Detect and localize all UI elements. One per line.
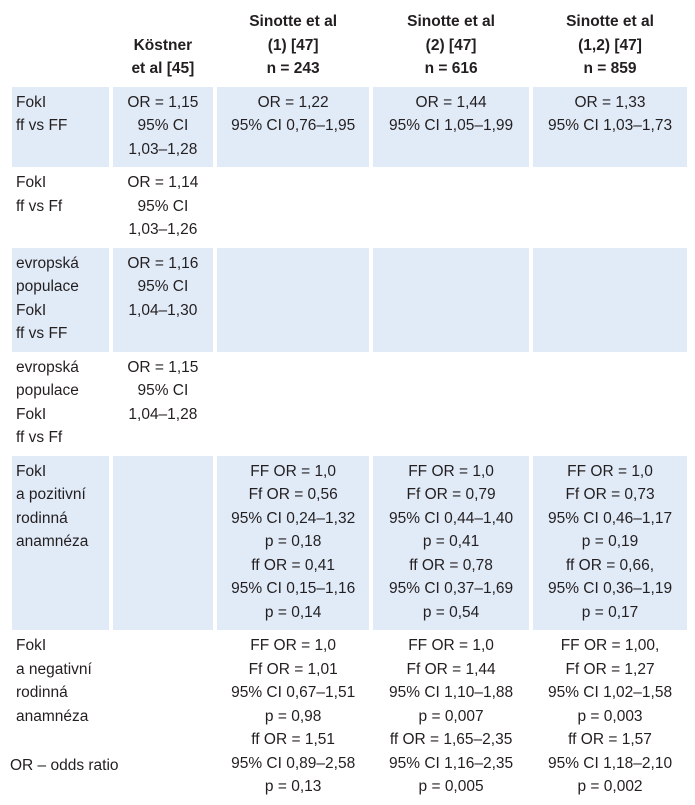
table-row — [12, 456, 687, 631]
value-cell — [533, 630, 687, 805]
value-line: p = 0,005 — [418, 778, 484, 795]
value-line: p = 0,18 — [264, 533, 322, 550]
value-line: 95% CI 1,16–2,35 — [389, 754, 514, 772]
value-cell — [373, 248, 529, 352]
value-cell — [373, 630, 529, 805]
value-line: 95% CI 0,44–1,40 — [389, 509, 514, 527]
row-label-line: FokI — [16, 174, 47, 191]
header-line: Sinotte et al — [249, 13, 338, 30]
header-line: (1) [47] — [267, 36, 319, 54]
value-line: 95% CI — [137, 117, 189, 134]
value-line: OR = 1,15 — [127, 358, 199, 376]
value-line: 95% CI — [137, 382, 189, 399]
row-label-line: ff vs Ff — [16, 429, 63, 446]
value-line: 95% CI 0,89–2,58 — [231, 754, 356, 772]
table-row — [12, 167, 687, 248]
value-line: FF OR = 1,00, — [560, 637, 660, 654]
value-cell — [113, 456, 214, 631]
table-row — [12, 352, 687, 456]
row-label-line: evropská — [16, 358, 79, 376]
header-line: et al [45] — [131, 60, 195, 77]
value-line: 95% CI 0,24–1,32 — [231, 509, 356, 527]
value-line: 1,03–1,28 — [128, 140, 198, 158]
value-cell — [533, 87, 687, 168]
value-line: FF OR = 1,0 — [250, 462, 336, 480]
row-label-line: evropská — [16, 254, 79, 272]
value-line: 95% CI 1,18–2,10 — [547, 754, 673, 772]
value-cell — [533, 352, 687, 456]
value-line: 95% CI 0,76–1,95 — [231, 117, 356, 134]
value-line: p = 0,19 — [581, 533, 639, 550]
value-line: 95% CI 0,67–1,51 — [231, 684, 356, 701]
value-line: p = 0,98 — [264, 707, 322, 725]
value-line: ff OR = 0,66, — [566, 556, 655, 574]
row-label-line: a negativní — [16, 660, 92, 678]
value-line: p = 0,007 — [418, 707, 484, 725]
header-line: Sinotte et al — [566, 13, 654, 30]
value-line: 95% CI — [137, 197, 189, 215]
table-row — [12, 248, 687, 352]
value-cell — [373, 87, 529, 168]
value-cell — [113, 352, 214, 456]
value-cell — [217, 630, 369, 805]
value-line: Ff OR = 0,79 — [406, 486, 496, 503]
row-label-line: rodinná — [16, 684, 68, 701]
value-line: ff OR = 1,51 — [251, 731, 336, 748]
value-cell — [113, 167, 214, 248]
header-cell — [113, 8, 214, 87]
value-line: 95% CI 0,15–1,16 — [231, 580, 356, 597]
value-line: 95% CI 1,02–1,58 — [547, 684, 673, 701]
value-line: OR = 1,15 — [127, 93, 199, 111]
value-line: 95% CI 1,03–1,73 — [547, 117, 673, 134]
value-cell — [373, 167, 529, 248]
row-label-line: FokI — [16, 93, 47, 111]
table-row — [12, 87, 687, 168]
value-line: 95% CI 1,10–1,88 — [389, 684, 514, 701]
row-label-line: anamnéza — [16, 707, 89, 725]
value-line: 1,03–1,26 — [128, 221, 198, 238]
value-line: 1,04–1,30 — [128, 301, 198, 319]
value-line: p = 0,41 — [422, 533, 480, 550]
value-line: FF OR = 1,0 — [408, 637, 494, 654]
value-cell — [217, 248, 369, 352]
value-line: FF OR = 1,0 — [567, 462, 653, 480]
value-cell — [373, 352, 529, 456]
value-line: 95% CI 1,05–1,99 — [389, 117, 514, 134]
row-label-line: rodinná — [16, 509, 68, 527]
value-line: 95% CI 0,36–1,19 — [547, 580, 673, 597]
value-line: Ff OR = 1,01 — [248, 660, 338, 678]
value-line: p = 0,003 — [577, 707, 643, 725]
header-line: n = 243 — [266, 60, 320, 77]
value-cell — [373, 456, 529, 631]
row-label-cell — [12, 248, 109, 352]
value-line: ff OR = 0,78 — [409, 556, 493, 574]
header-line: Köstner — [133, 36, 193, 54]
value-line: OR = 1,14 — [127, 174, 199, 191]
header-cell — [12, 8, 109, 87]
row-label-cell — [12, 167, 109, 248]
table-row — [12, 630, 687, 805]
value-line: Ff OR = 1,44 — [406, 660, 496, 678]
row-label-line: ff vs Ff — [16, 197, 63, 215]
header-cell — [373, 8, 529, 87]
row-label-line: FokI — [16, 637, 47, 654]
header-line: n = 859 — [583, 60, 637, 77]
results-table — [8, 8, 691, 805]
value-line: p = 0,54 — [422, 603, 480, 621]
header-line: n = 616 — [424, 60, 478, 77]
value-line: OR = 1,22 — [257, 93, 329, 111]
value-cell — [217, 352, 369, 456]
row-label-line: ff vs FF — [16, 325, 68, 342]
row-label-line: anamnéza — [16, 533, 89, 550]
value-line: Ff OR = 0,73 — [565, 486, 655, 503]
footnote: OR – odds ratio — [10, 757, 119, 774]
row-label-line: FokI — [16, 301, 47, 319]
header-line: (1,2) [47] — [578, 36, 642, 54]
row-label-line: ff vs FF — [16, 117, 68, 134]
value-line: p = 0,17 — [581, 603, 639, 621]
row-label-line: populace — [16, 382, 79, 399]
row-label-line: FokI — [16, 462, 47, 480]
value-line: p = 0,14 — [264, 603, 322, 621]
value-line: OR = 1,16 — [127, 254, 199, 272]
header-cell — [217, 8, 369, 87]
value-cell — [533, 167, 687, 248]
value-line: 1,04–1,28 — [128, 405, 198, 423]
header-line: Sinotte et al — [407, 13, 495, 30]
row-label-line: populace — [16, 278, 79, 295]
value-line: 95% CI — [137, 278, 189, 295]
value-line: FF OR = 1,0 — [250, 637, 336, 654]
value-line: FF OR = 1,0 — [408, 462, 494, 480]
value-cell — [113, 248, 214, 352]
row-label-cell — [12, 87, 109, 168]
value-line: ff OR = 0,41 — [251, 556, 336, 574]
value-line: ff OR = 1,65–2,35 — [389, 731, 513, 748]
header-line: (2) [47] — [425, 36, 477, 54]
value-line: Ff OR = 0,56 — [248, 486, 338, 503]
row-label-cell — [12, 352, 109, 456]
value-line: p = 0,13 — [264, 778, 322, 795]
header-cell — [533, 8, 687, 87]
value-cell — [217, 456, 369, 631]
row-label-cell — [12, 630, 109, 805]
row-label-cell — [12, 456, 109, 631]
value-cell — [533, 456, 687, 631]
value-line: OR = 1,33 — [574, 93, 646, 111]
row-label-line: a pozitivní — [16, 486, 86, 503]
value-cell — [217, 87, 369, 168]
value-line: OR = 1,44 — [415, 93, 487, 111]
value-cell — [217, 167, 369, 248]
row-label-line: FokI — [16, 405, 47, 423]
value-cell — [113, 87, 214, 168]
header-row — [12, 8, 687, 87]
value-cell — [113, 630, 214, 805]
value-line: ff OR = 1,57 — [568, 731, 652, 748]
value-cell — [533, 248, 687, 352]
value-line: Ff OR = 1,27 — [565, 660, 655, 678]
value-line: 95% CI 0,46–1,17 — [547, 509, 673, 527]
value-line: p = 0,002 — [577, 778, 643, 795]
value-line: 95% CI 0,37–1,69 — [389, 580, 514, 597]
